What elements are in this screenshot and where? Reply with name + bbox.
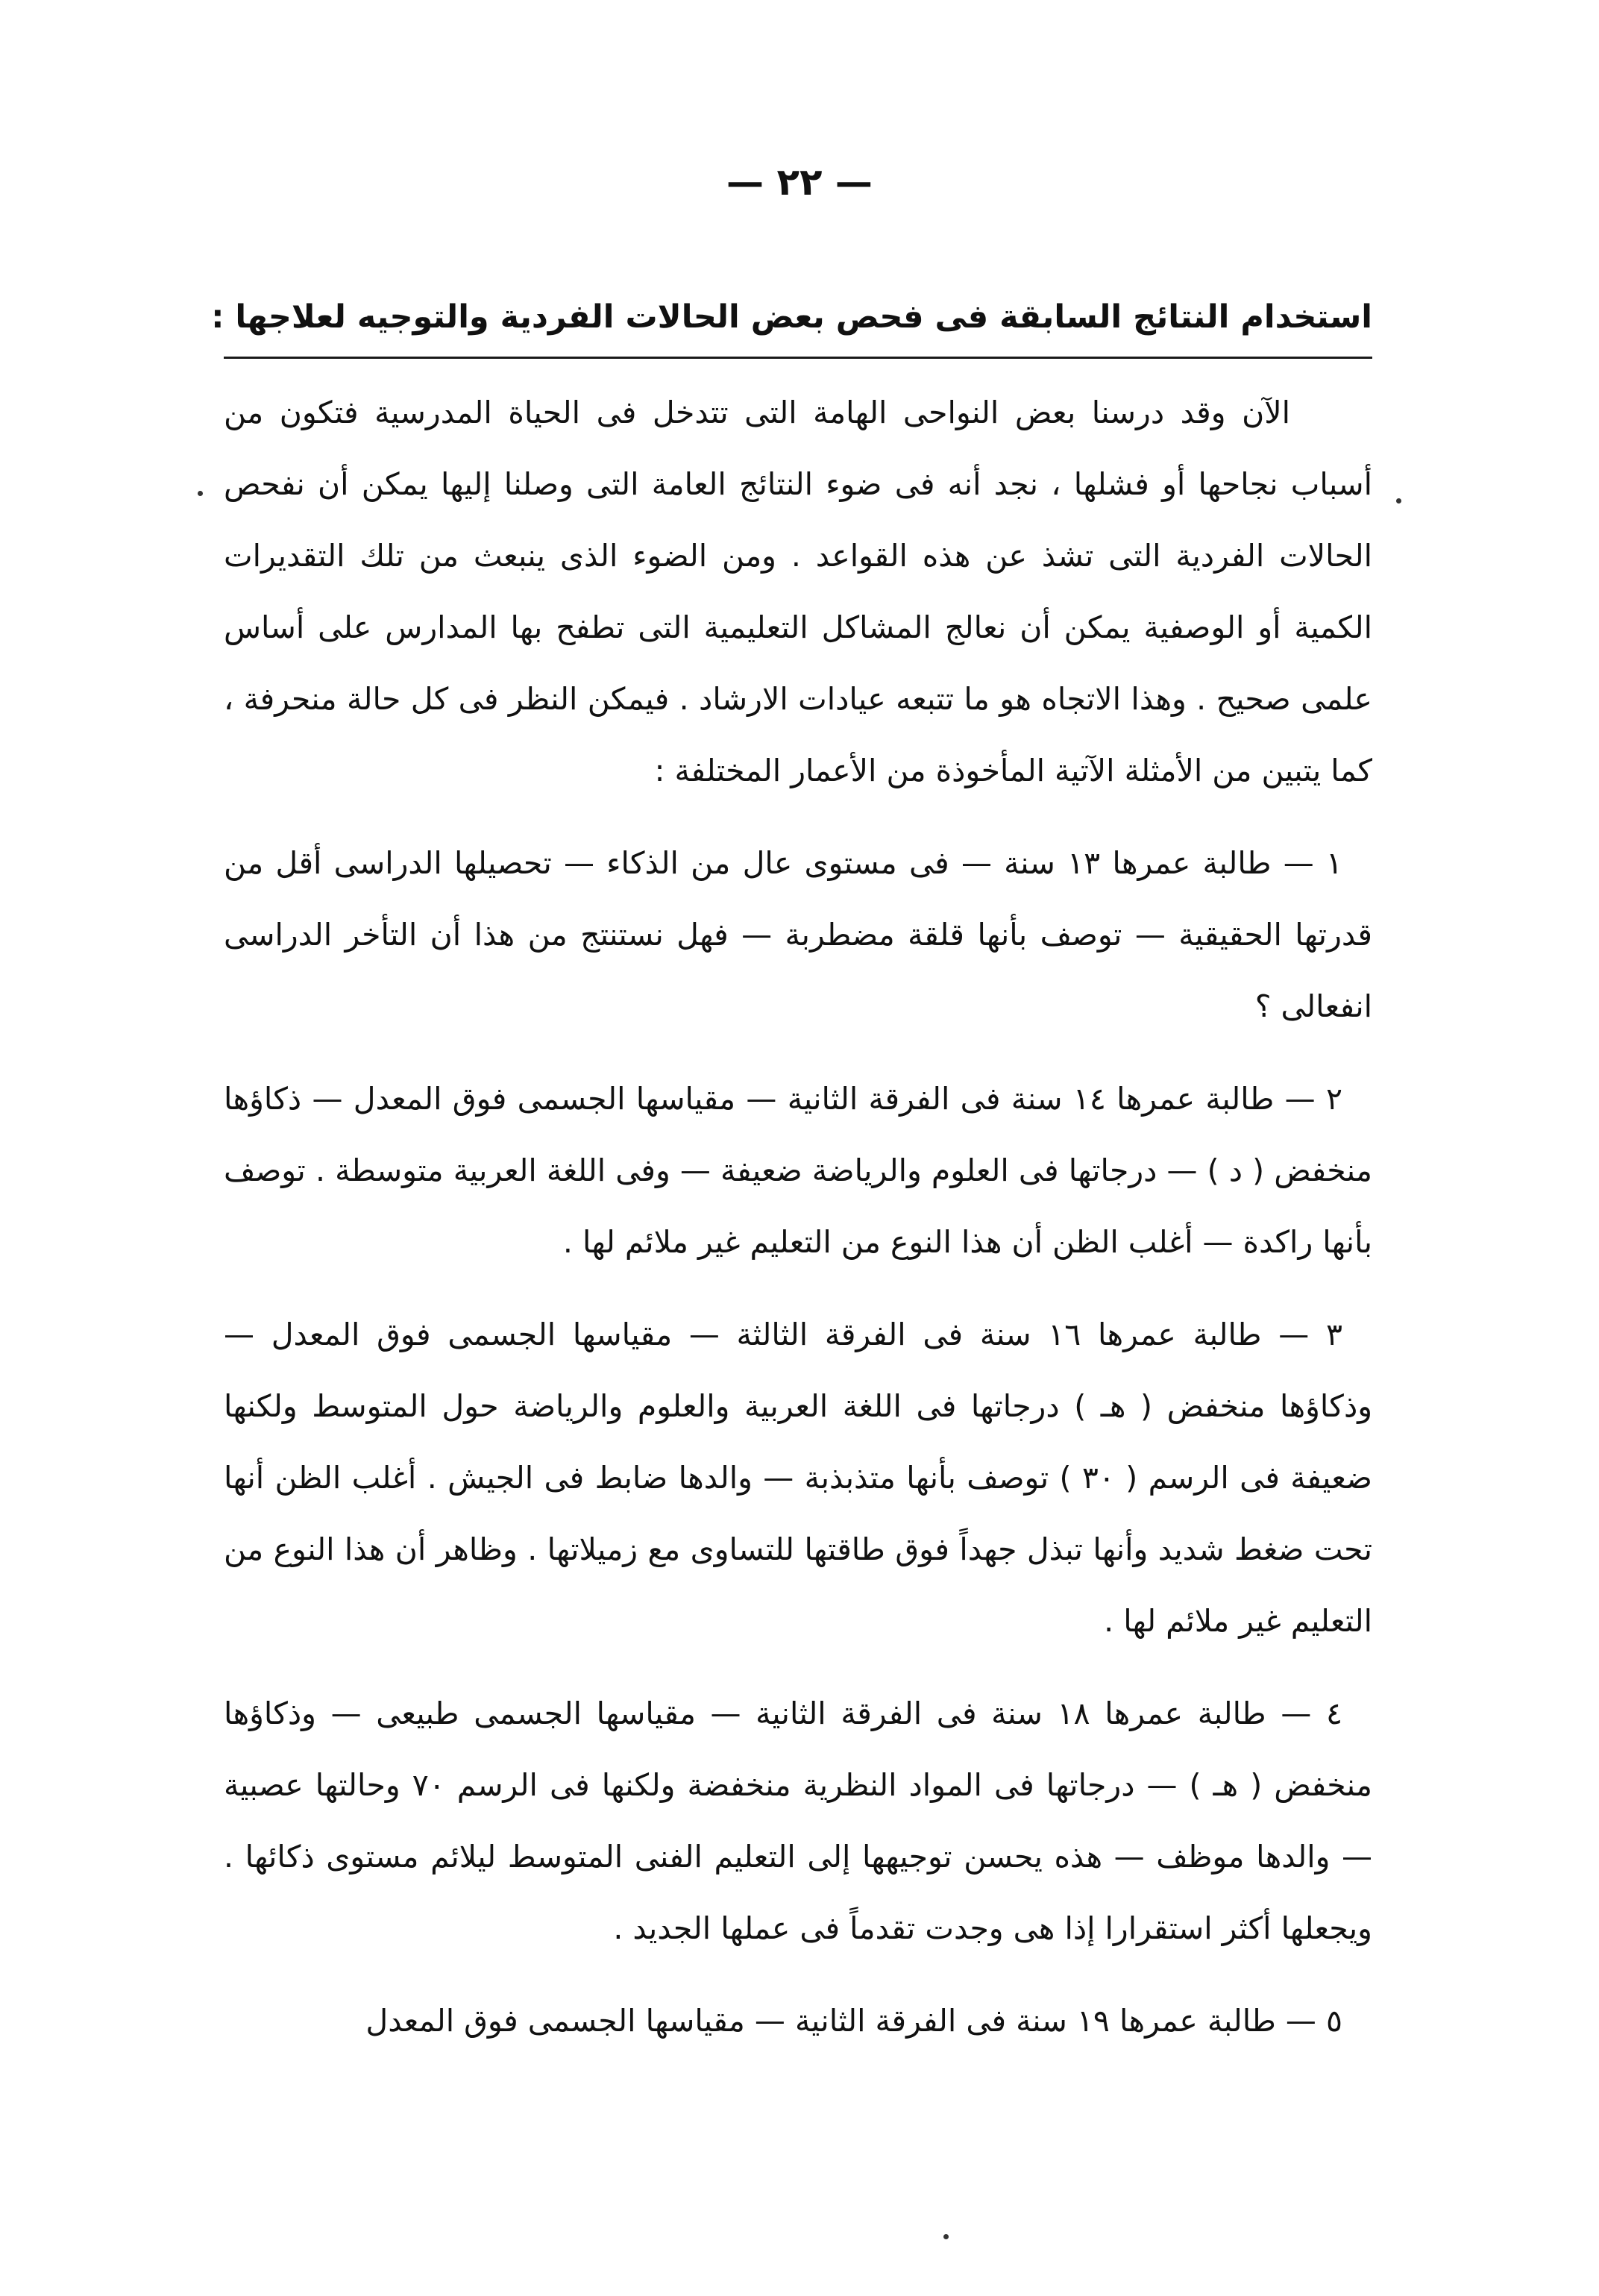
intro-paragraph: الآن وقد درسنا بعض النواحى الهامة التى تتدخل فى الحياة المدرسية فتكون من أسباب نجاحها أو فشلها ، نجد أنه فى ضوء النتائج العامة التى وصلنا إليها يمكن أن نفحص الحالات الفردية التى تشذ عن هذه القواعد . ومن الضوء الذى ينبعث من تلك التقديرات الكمية أو الوصفية يمكن أن نعالج المشاكل التعليمية التى تطفح بها المدارس على أساس علمى صحيح . وهذا الاتجاه هو ما تتبعه عيادات الارشاد . فيمكن النظر فى كل حالة منحرفة ، كما يتبين من الأمثلة الآتية المأخوذة من الأعمار المختلفة : bbox=[224, 395, 1372, 788]
heading-underline bbox=[224, 357, 1372, 359]
scan-speck bbox=[1396, 498, 1401, 504]
page-number: — ٢٢ — bbox=[726, 160, 873, 204]
case-item-2: ٢ — طالبة عمرها ١٤ سنة فى الفرقة الثانية — مقياسها الجسمى فوق المعدل — ذكاؤها منخفض ( د ) — درجاتها فى العلوم والرياضة ضعيفة — وفى اللغة العربية متوسطة . توصف بأنها راكدة — أغلب الظن أن هذا النوع من التعليم غير ملائم لها . bbox=[224, 1081, 1372, 1260]
scan-speck bbox=[943, 2234, 949, 2239]
case-item-3: ٣ — طالبة عمرها ١٦ سنة فى الفرقة الثالثة — مقياسها الجسمى فوق المعدل — وذكاؤها منخفض ( هـ ) درجاتها فى اللغة العربية والعلوم والرياضة حول المتوسط ولكنها ضعيفة فى الرسم ( ٣٠ ) توصف بأنها متذبذبة — والدها ضابط فى الجيش . أغلب الظن أنها تحت ضغط شديد وأنها تبذل جهداً فوق طاقتها للتساوى مع زميلاتها . وظاهر أن هذا النوع من التعليم غير ملائم لها . bbox=[224, 1317, 1372, 1639]
body-text bbox=[224, 377, 1372, 2077]
case-item-5: ٥ — طالبة عمرها ١٩ سنة فى الفرقة الثانية — مقياسها الجسمى فوق المعدل bbox=[365, 2003, 1342, 2039]
case-item-1: ١ — طالبة عمرها ١٣ سنة — فى مستوى عال من الذكاء — تحصيلها الدراسى أقل من قدرتها الحقيقية — توصف بأنها قلقة مضطربة — فهل نستنتج من هذا أن التأخر الدراسى انفعالى ؟ bbox=[224, 845, 1372, 1024]
case-item-4: ٤ — طالبة عمرها ١٨ سنة فى الفرقة الثانية — مقياسها الجسمى طبيعى — وذكاؤها منخفض ( هـ ) — درجاتها فى المواد النظرية منخفضة ولكنها فى الرسم ٧٠ وحالتها عصبية — والدها موظف — هذه يحسن توجيهها إلى التعليم الفنى المتوسط ليلائم مستوى ذكائها . ويجعلها أكثر استقرارا إذا هى وجدت تقدماً فى عملها الجديد . bbox=[224, 1696, 1373, 1946]
scan-speck bbox=[198, 491, 203, 496]
section-heading: استخدام النتائج السابقة فى فحص بعض الحالات الفردية والتوجيه لعلاجها : bbox=[211, 298, 1372, 336]
